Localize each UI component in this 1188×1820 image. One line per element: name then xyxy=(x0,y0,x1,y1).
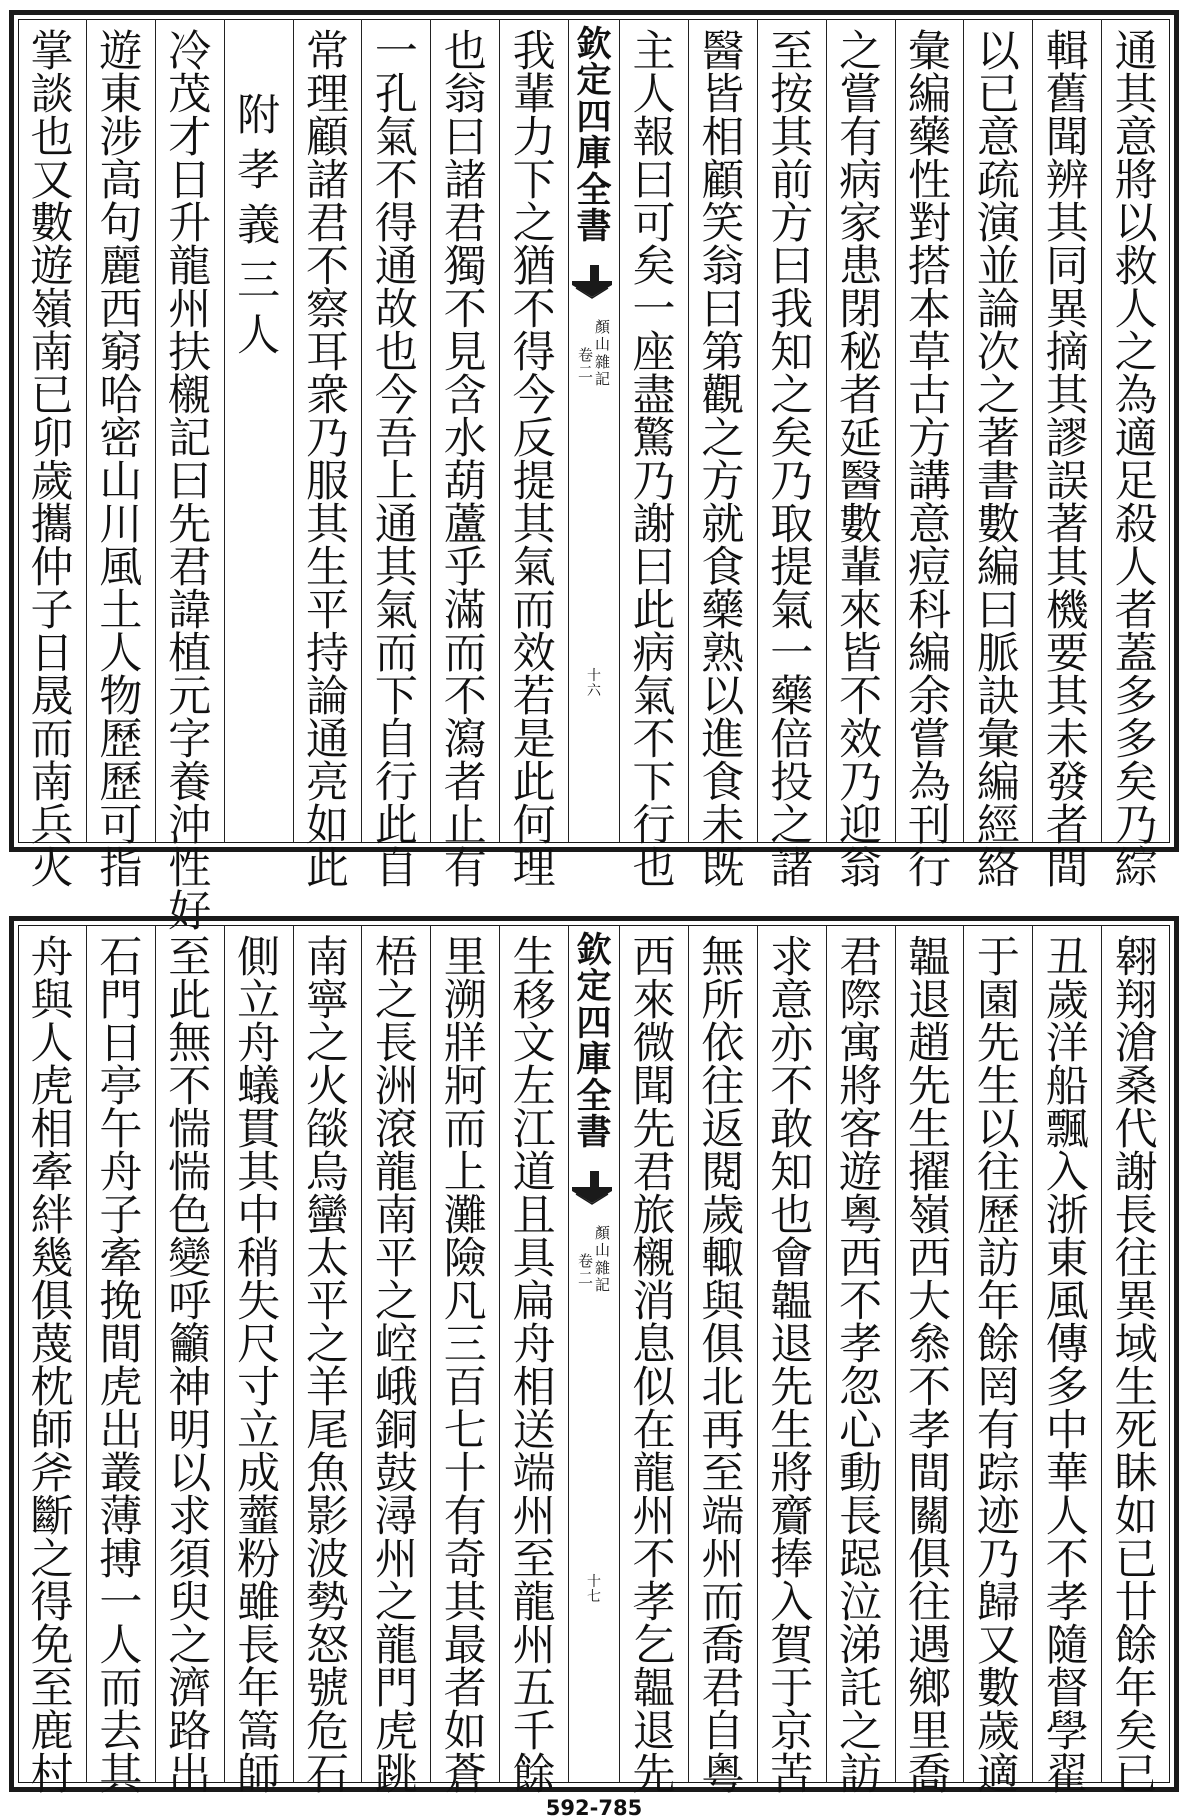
column-text: 石 門 日 亭 午 舟 子 牽 挽 間 虎 出 叢 薄 搏 一 人 而 去 其 xyxy=(99,933,143,1800)
column-text: 無 所 依 往 返 閱 歲 輙 與 俱 北 再 至 端 州 而 喬 君 自 粵 xyxy=(701,933,745,1800)
column-text: 翱 翔 滄 桑 代 謝 長 往 異 域 生 死 眛 如 已 廿 餘 年 矣 已 xyxy=(1114,933,1158,1800)
column-text: 附 孝 義 三 人 xyxy=(237,91,281,361)
column-text: 我 輩 力 下 之 猶 不 得 今 反 提 其 氣 而 效 若 是 此 何 理 xyxy=(512,27,556,894)
column-text: 至 此 無 不 惴 惴 色 變 呼 籲 神 明 以 求 須 臾 之 濟 路 出 xyxy=(168,933,212,1800)
column-text: 冷 茂 才 日 升 龍 州 扶 櫬 記 曰 先 君 諱 植 元 字 養 沖 性 好 xyxy=(168,27,212,937)
text-column xyxy=(430,19,499,894)
fold-bar xyxy=(590,1171,599,1187)
text-column xyxy=(757,925,826,1800)
column-text: 君 際 寓 將 客 遊 粵 西 不 孝 忽 心 動 長 跽 泣 涕 託 之 訪 xyxy=(839,933,883,1800)
bottom-columns xyxy=(18,925,1170,1800)
column-text: 也 翁 曰 諸 君 獨 不 見 含 水 葫 蘆 乎 滿 而 不 瀉 者 止 有 xyxy=(443,27,487,894)
text-column xyxy=(430,925,499,1800)
text-column xyxy=(18,19,86,894)
title-text: 顏 山 雜 記 xyxy=(595,1224,611,1294)
text-column xyxy=(18,925,86,1800)
column-text: 遊 東 涉 高 句 麗 西 窮 哈 密 山 川 風 土 人 物 歷 歷 可 指 xyxy=(99,27,143,894)
column-text: 南 寧 之 火 燄 烏 蠻 太 平 之 羊 尾 魚 影 波 勢 怒 號 危 石 xyxy=(305,933,349,1800)
text-column xyxy=(224,19,293,843)
column-text: 里 溯 牂 牁 而 上 灘 險 凡 三 百 七 十 有 奇 其 最 者 如 蒼 xyxy=(443,933,487,1800)
text-column xyxy=(1032,925,1101,1800)
leaf-page-number: 十 六 xyxy=(587,668,601,700)
column-text: 生 移 文 左 江 道 且 具 扁 舟 相 送 端 州 至 龍 州 五 千 餘 xyxy=(512,933,556,1800)
text-column xyxy=(688,925,757,1800)
book-title xyxy=(569,319,619,388)
column-text: 掌 談 也 又 數 遊 嶺 南 已 卯 歲 攜 仲 子 日 晟 而 南 兵 火 xyxy=(30,27,74,894)
text-column xyxy=(688,19,757,894)
column-text: 西 來 微 聞 先 君 旅 櫬 消 息 似 在 龍 州 不 孝 乞 韞 退 先 xyxy=(632,933,676,1800)
column-text: 舟 與 人 虎 相 牽 絆 幾 俱 蔑 枕 師 斧 斷 之 得 免 至 鹿 村 xyxy=(30,933,74,1800)
text-column xyxy=(963,925,1032,1800)
catalog-title: 欽 定 四 庫 全 書 xyxy=(576,24,612,247)
text-column xyxy=(499,19,568,894)
text-column xyxy=(361,925,430,1800)
center-fold xyxy=(568,925,619,1783)
column-text: 側 立 舟 蟻 貫 其 中 稍 失 尺 寸 立 成 虀 粉 雖 長 年 篙 師 xyxy=(237,933,281,1800)
column-text: 醫 皆 相 顧 笑 翁 曰 第 觀 之 方 就 食 藥 熟 以 進 食 未 既 xyxy=(701,27,745,894)
center-fold xyxy=(568,19,619,843)
fold-bar xyxy=(590,265,599,281)
bottom-leaf xyxy=(9,916,1179,1800)
column-text: 韞 退 趙 先 生 擢 嶺 西 大 叅 不 孝 間 關 俱 往 遇 鄉 里 喬 xyxy=(907,933,951,1800)
text-column xyxy=(224,925,293,1800)
text-column xyxy=(293,19,362,894)
volume-text: 卷 二 xyxy=(577,346,593,382)
text-column xyxy=(1032,19,1101,894)
column-text: 丑 歲 洋 船 飄 入 浙 東 風 傳 多 中 華 人 不 孝 隨 督 學 翟 xyxy=(1045,933,1089,1800)
column-text: 通 其 意 將 以 救 人 之 為 適 足 殺 人 者 蓋 多 多 矣 乃 綜 xyxy=(1114,27,1158,894)
column-text: 常 理 顧 諸 君 不 察 耳 衆 乃 服 其 生 平 持 論 通 亮 如 此 xyxy=(305,27,349,894)
text-column xyxy=(1101,925,1170,1800)
text-column xyxy=(619,925,688,1800)
text-column xyxy=(293,925,362,1800)
column-text: 主 人 報 曰 可 矣 一 座 盡 驚 乃 謝 曰 此 病 氣 不 下 行 也 xyxy=(632,27,676,894)
column-text: 求 意 亦 不 敢 知 也 會 韞 退 先 生 將 齎 捧 入 賀 于 京 苦 xyxy=(770,933,814,1800)
fishtail-ornament xyxy=(572,281,612,299)
column-text: 一 孔 氣 不 得 通 故 也 今 吾 上 通 其 氣 而 下 自 行 此 自 xyxy=(374,27,418,894)
column-text: 梧 之 長 洲 滾 龍 南 平 之 崆 峨 銅 鼓 潯 州 之 龍 門 虎 跳 xyxy=(374,933,418,1800)
title-text: 顏 山 雜 記 xyxy=(595,318,611,388)
text-column xyxy=(619,19,688,894)
top-leaf xyxy=(9,10,1179,937)
catalog-title: 欽 定 四 庫 全 書 xyxy=(576,930,612,1153)
top-columns xyxy=(18,19,1170,937)
text-column xyxy=(155,19,224,937)
text-column xyxy=(86,19,155,894)
column-text: 輯 舊 聞 辨 其 同 異 摘 其 謬 誤 著 其 機 要 其 未 發 者 間 xyxy=(1045,27,1089,894)
column-text: 以 已 意 疏 演 並 論 次 之 著 書 數 編 曰 脈 訣 彙 編 經 絡 xyxy=(976,27,1020,894)
text-column xyxy=(963,19,1032,894)
text-column xyxy=(826,925,895,1800)
text-column xyxy=(895,19,964,894)
text-column xyxy=(499,925,568,1800)
book-title xyxy=(569,1225,619,1294)
text-column xyxy=(1101,19,1170,894)
column-text: 于 園 先 生 以 往 歷 訪 年 餘 罔 有 踪 迹 乃 歸 又 數 歲 適 xyxy=(976,933,1020,1800)
text-column xyxy=(895,925,964,1800)
text-column xyxy=(826,19,895,894)
text-column xyxy=(361,19,430,894)
text-column xyxy=(757,19,826,894)
volume-text: 卷 二 xyxy=(577,1252,593,1288)
fishtail-ornament xyxy=(572,1187,612,1205)
leaf-page-number: 十 七 xyxy=(587,1574,601,1606)
text-column xyxy=(86,925,155,1800)
column-text: 彙 編 藥 性 對 搭 本 草 古 方 講 意 痘 科 編 余 嘗 為 刊 行 xyxy=(907,27,951,894)
text-column xyxy=(155,925,224,1800)
page-footer: 592-785 xyxy=(545,1796,643,1820)
column-text: 之 嘗 有 病 家 患 閉 秘 者 延 醫 數 輩 來 皆 不 效 乃 迎 翁 xyxy=(839,27,883,894)
column-text: 至 按 其 前 方 曰 我 知 之 矣 乃 取 提 氣 一 藥 倍 投 之 諸 xyxy=(770,27,814,894)
